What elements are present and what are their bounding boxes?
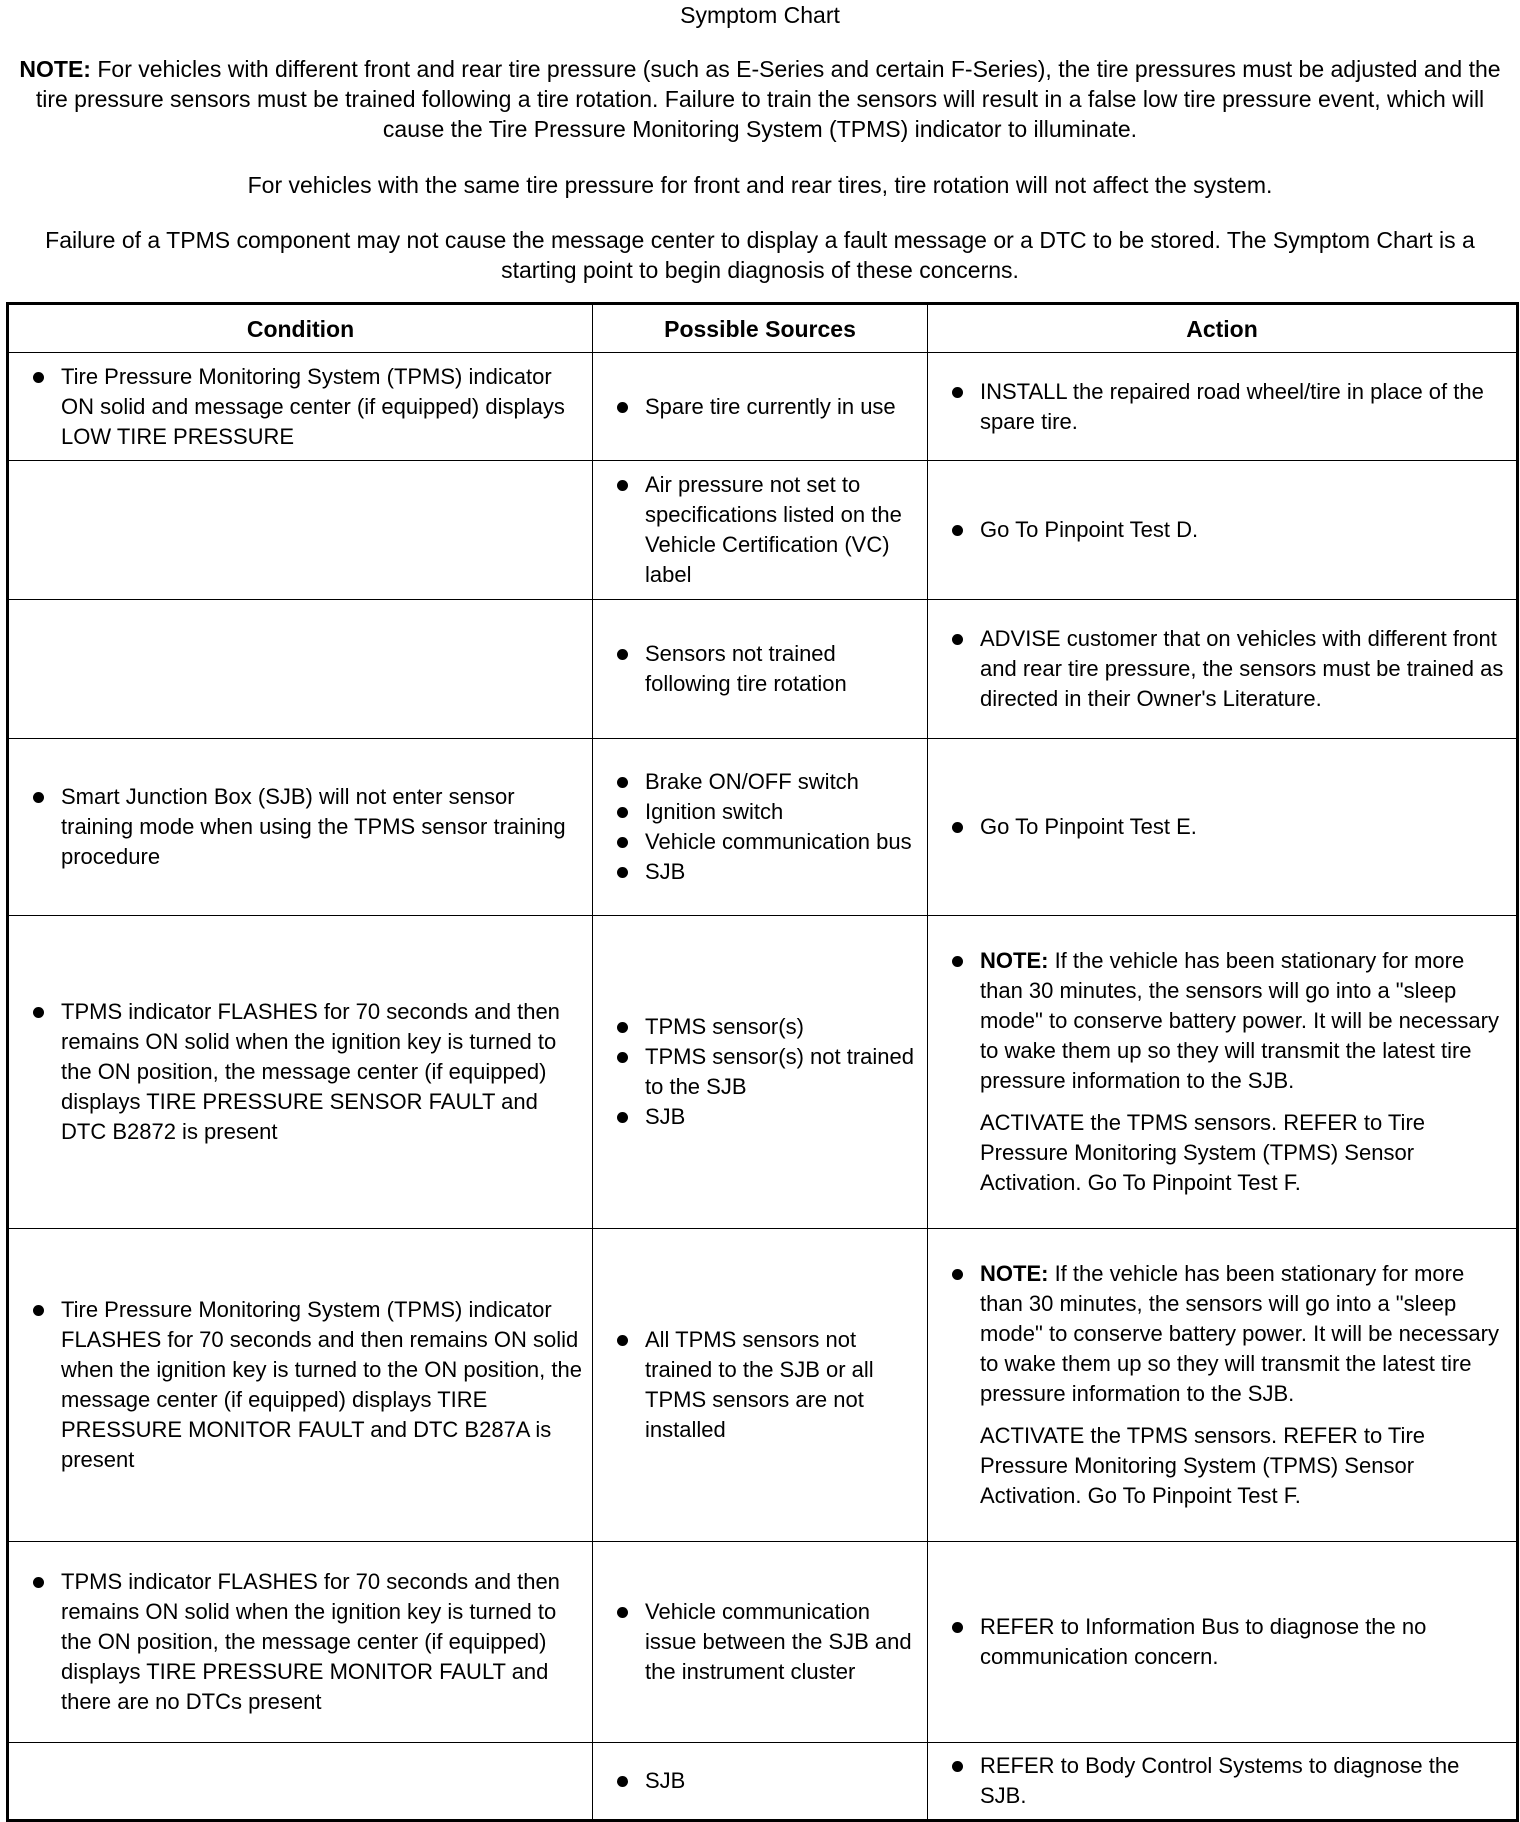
action-cell [928,353,1518,461]
condition-cell-empty [8,1743,593,1821]
intro-paragraph-2: For vehicles with the same tire pressure for front and rear tires, tire rotation will not affect the system. [247,172,1273,198]
action-text: Go To Pinpoint Test D. [950,515,1508,545]
source-item: Vehicle communication issue between the SJB and the instrument cluster [615,1597,919,1687]
source-item: Sensors not trained following tire rotation [615,639,919,699]
action-subtext: ACTIVATE the TPMS sensors. REFER to Tire Pressure Monitoring System (TPMS) Sensor Activation. Go To Pinpoint Test F. [980,1423,1426,1508]
note-label: NOTE: [980,948,1049,973]
action-text: If the vehicle has been stationary for more than 30 minutes, the sensors will go into a "sleep mode" to conserve battery power. It will be necessary to wake them up so they will transmit the latest tire pressure information to the SJB. [980,1261,1499,1406]
table-row [8,1229,1518,1542]
table-header-row [8,304,1518,353]
note-label: NOTE: [980,1261,1049,1286]
source-item: Ignition switch [615,797,919,827]
condition-cell [8,1229,593,1542]
action-text: REFER to Body Control Systems to diagnose the SJB. [950,1751,1508,1811]
condition-text: Tire Pressure Monitoring System (TPMS) indicator FLASHES for 70 seconds and then remains ON solid when the ignition key is turned to the ON position, the message center (if equipped) displays TIRE PRESSURE MONITOR FAULT and DTC B287A is present [31,1295,584,1475]
table-row [8,916,1518,1229]
header-condition: Condition [8,304,593,353]
source-item: All TPMS sensors not trained to the SJB or all TPMS sensors are not installed [615,1325,919,1445]
action-cell [928,461,1518,600]
condition-cell-empty [8,461,593,600]
sources-cell [593,916,928,1229]
source-item: SJB [615,1766,919,1796]
condition-text: TPMS indicator FLASHES for 70 seconds and then remains ON solid when the ignition key is turned to the ON position, the message center (if equipped) displays TIRE PRESSURE SENSOR FAULT and DTC B2872 is present [31,997,584,1147]
sources-cell [593,1743,928,1821]
sources-cell [593,600,928,739]
action-text: ADVISE customer that on vehicles with different front and rear tire pressure, the sensors must be trained as directed in their Owner's Literature. [950,624,1508,714]
condition-cell-empty [8,600,593,739]
source-item: TPMS sensor(s) [615,1012,919,1042]
action-note [950,946,1508,1096]
table-row [8,461,1518,600]
sources-cell [593,353,928,461]
source-item: Air pressure not set to specifications listed on the Vehicle Certification (VC) label [615,470,919,590]
source-item: SJB [615,1102,919,1132]
table-row [8,353,1518,461]
page-title: Symptom Chart [680,2,840,28]
action-subtext: ACTIVATE the TPMS sensors. REFER to Tire Pressure Monitoring System (TPMS) Sensor Activation. Go To Pinpoint Test F. [980,1110,1426,1195]
action-cell [928,1743,1518,1821]
condition-cell [8,916,593,1229]
condition-cell [8,1542,593,1743]
action-text: Go To Pinpoint Test E. [950,812,1508,842]
action-text: INSTALL the repaired road wheel/tire in place of the spare tire. [950,377,1508,437]
condition-text: Smart Junction Box (SJB) will not enter sensor training mode when using the TPMS sensor training procedure [31,782,584,872]
note-text: For vehicles with different front and rear tire pressure (such as E-Series and certain F-Series), the tire pressures must be adjusted and the tire pressure sensors must be trained following a tire rotation. Failure to train the sensors will result in a false low tire pressure event, which will cause the Tire Pressure Monitoring System (TPMS) indicator to illuminate. [35,56,1501,142]
sources-cell [593,1229,928,1542]
condition-cell [8,353,593,461]
intro-note [10,54,1510,144]
source-item: TPMS sensor(s) not trained to the SJB [615,1042,919,1102]
sources-cell [593,739,928,916]
symptom-chart-table [6,302,1519,1822]
action-cell [928,739,1518,916]
action-cell [928,600,1518,739]
action-text: REFER to Information Bus to diagnose the no communication concern. [950,1612,1508,1672]
action-cell [928,1542,1518,1743]
table-row [8,739,1518,916]
header-action: Action [928,304,1518,353]
header-possible-sources: Possible Sources [593,304,928,353]
source-item: SJB [615,857,919,887]
note-label: NOTE: [19,56,91,82]
table-row [8,1743,1518,1821]
action-text: If the vehicle has been stationary for more than 30 minutes, the sensors will go into a "sleep mode" to conserve battery power. It will be necessary to wake them up so they will transmit the latest tire pressure information to the SJB. [980,948,1499,1093]
condition-text: TPMS indicator FLASHES for 70 seconds and then remains ON solid when the ignition key is turned to the ON position, the message center (if equipped) displays TIRE PRESSURE MONITOR FAULT and there are no DTCs present [31,1567,584,1717]
table-row [8,600,1518,739]
action-cell [928,1229,1518,1542]
source-item: Vehicle communication bus [615,827,919,857]
action-note [950,1259,1508,1409]
action-cell [928,916,1518,1229]
condition-cell [8,739,593,916]
source-item: Spare tire currently in use [615,392,919,422]
sources-cell [593,1542,928,1743]
sources-cell [593,461,928,600]
table-row [8,1542,1518,1743]
intro-paragraph-3: Failure of a TPMS component may not cause the message center to display a fault message or a DTC to be stored. The Symptom Chart is a starting point to begin diagnosis of these concerns. [45,227,1475,283]
source-item: Brake ON/OFF switch [615,767,919,797]
condition-text: Tire Pressure Monitoring System (TPMS) indicator ON solid and message center (if equipped) displays LOW TIRE PRESSURE [31,362,584,452]
